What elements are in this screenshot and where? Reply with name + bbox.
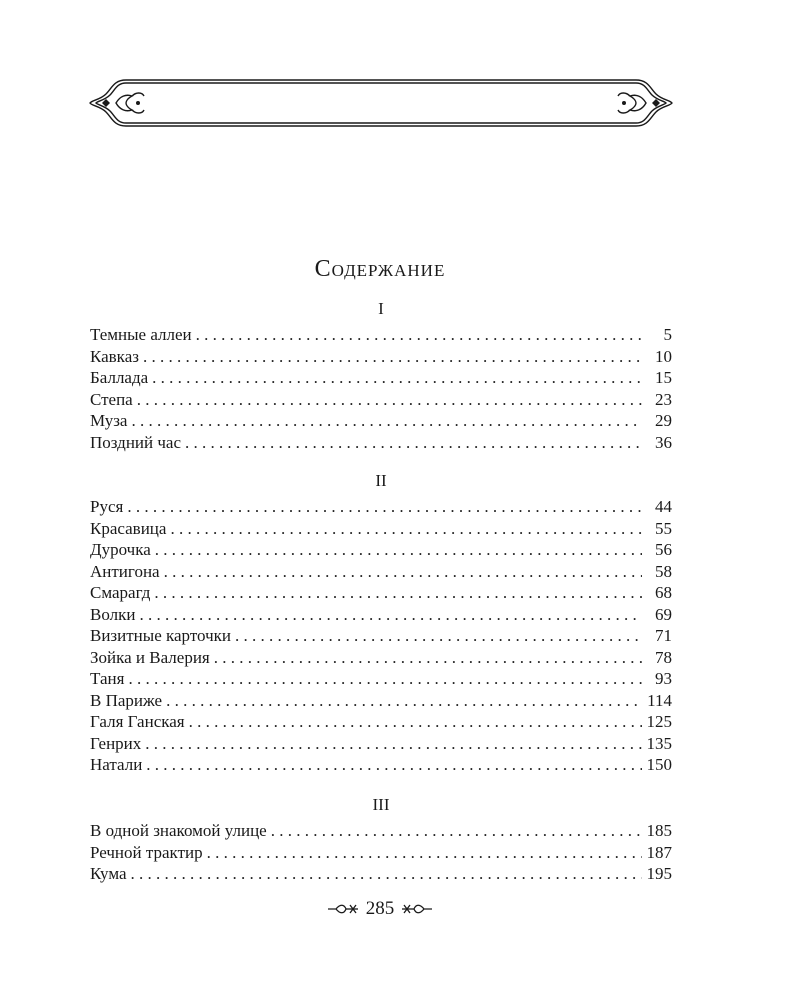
- dot-leader: [143, 346, 642, 368]
- toc-entry-page: 71: [655, 626, 672, 645]
- toc-entry[interactable]: [90, 625, 672, 647]
- dot-leader: [164, 561, 642, 583]
- toc-entry-title: Визитные карточки: [90, 626, 231, 645]
- toc-entry-page: 93: [655, 669, 672, 688]
- toc-entry-page: 150: [646, 755, 672, 774]
- toc-entry-title: Волки: [90, 604, 136, 624]
- toc-entry[interactable]: [90, 346, 672, 368]
- dot-leader: [146, 754, 642, 776]
- toc-entry-title: Антигона: [90, 561, 160, 581]
- toc-entry[interactable]: [90, 842, 672, 864]
- toc-entry[interactable]: [90, 324, 672, 346]
- toc-entry-page: 125: [646, 712, 672, 731]
- dot-leader: [214, 647, 642, 669]
- toc-entry-page: 55: [655, 518, 672, 538]
- toc-entry-title: Степа: [90, 389, 133, 409]
- toc-entry-title: Баллада: [90, 368, 149, 387]
- toc-entry-title: Галя Ганская: [90, 712, 185, 731]
- dot-leader: [207, 842, 642, 864]
- toc-entry-title: Муза: [90, 411, 128, 430]
- toc-entry-page: 15: [655, 368, 672, 387]
- dot-leader: [131, 863, 642, 885]
- dot-leader: [128, 668, 642, 690]
- dot-leader: [154, 582, 642, 604]
- toc-entry-page: 114: [647, 690, 672, 710]
- contents-title: Содержание: [314, 256, 446, 282]
- dot-leader: [127, 496, 642, 518]
- toc-entry-page: 5: [663, 325, 672, 344]
- dot-leader: [196, 324, 642, 346]
- toc-entry[interactable]: [90, 561, 672, 583]
- dot-leader: [170, 518, 642, 540]
- toc-entry-page: 23: [655, 389, 672, 409]
- toc-section-1: [90, 298, 672, 453]
- toc-entry[interactable]: [90, 496, 672, 518]
- toc-entry-page: 10: [655, 346, 672, 366]
- dot-leader: [166, 690, 642, 712]
- toc-entry-page: 135: [646, 733, 672, 753]
- page-number: 285: [365, 898, 395, 919]
- toc-entry-title: В одной знакомой улице: [90, 821, 267, 840]
- toc-entry-page: 185: [646, 821, 672, 840]
- toc-entry-page: 58: [655, 561, 672, 581]
- toc-entry[interactable]: [90, 690, 672, 712]
- toc-entry[interactable]: [90, 432, 672, 454]
- toc-entry-page: 44: [655, 497, 672, 516]
- dot-leader: [145, 733, 642, 755]
- toc-entry[interactable]: [90, 668, 672, 690]
- dot-leader: [189, 711, 642, 733]
- toc-entry[interactable]: [90, 604, 672, 626]
- section-numeral: III: [372, 795, 390, 814]
- toc-entry-title: Смарагд: [90, 583, 151, 602]
- ornamental-header-frame: [86, 74, 676, 132]
- toc-entry-title: Генрих: [90, 733, 142, 753]
- toc-entry-page: 36: [655, 432, 672, 452]
- toc-entry[interactable]: [90, 647, 672, 669]
- toc-entry[interactable]: [90, 711, 672, 733]
- dot-leader: [235, 625, 642, 647]
- dot-leader: [185, 432, 642, 454]
- toc-entry-title: Кавказ: [90, 346, 139, 366]
- toc-entry[interactable]: [90, 410, 672, 432]
- toc-entry-title: Зойка и Валерия: [90, 647, 210, 667]
- toc-entry[interactable]: [90, 518, 672, 540]
- toc-entry[interactable]: [90, 733, 672, 755]
- toc-entry[interactable]: [90, 754, 672, 776]
- toc-section-2: [90, 470, 672, 776]
- dot-leader: [155, 539, 642, 561]
- toc-entry-title: В Париже: [90, 690, 163, 710]
- floral-ornament-icon: [400, 902, 434, 916]
- toc-entry-title: Кума: [90, 864, 127, 883]
- toc-entry[interactable]: [90, 863, 672, 885]
- dot-leader: [137, 389, 642, 411]
- toc-entry[interactable]: [90, 389, 672, 411]
- dot-leader: [271, 820, 642, 842]
- toc-entry[interactable]: [90, 582, 672, 604]
- floral-ornament-icon: [326, 902, 360, 916]
- toc-entry[interactable]: [90, 367, 672, 389]
- toc-entry-page: 68: [655, 583, 672, 602]
- toc-entry-page: 78: [655, 647, 672, 667]
- toc-section-3: [90, 794, 672, 885]
- toc-entry-page: 69: [655, 604, 672, 624]
- dot-leader: [139, 604, 642, 626]
- toc-entry-page: 195: [646, 864, 672, 883]
- toc-entry-title: Дурочка: [90, 540, 151, 559]
- toc-entry-title: Руся: [90, 497, 124, 516]
- toc-entry-title: Поздний час: [90, 432, 182, 452]
- section-numeral: II: [375, 471, 387, 490]
- section-numeral: I: [378, 299, 384, 318]
- toc-entry-page: 56: [655, 540, 672, 559]
- toc-entry-page: 29: [655, 411, 672, 430]
- toc-entry-title: Таня: [90, 669, 125, 688]
- page-number-footer: [0, 898, 760, 920]
- toc-entry-title: Натали: [90, 755, 143, 774]
- dot-leader: [152, 367, 642, 389]
- toc-entry-page: 187: [646, 842, 672, 862]
- toc-entry[interactable]: [90, 539, 672, 561]
- toc-entry[interactable]: [90, 820, 672, 842]
- toc-entry-title: Красавица: [90, 518, 167, 538]
- toc-entry-title: Речной трактир: [90, 842, 203, 862]
- toc-entry-title: Темные аллеи: [90, 325, 192, 344]
- dot-leader: [131, 410, 642, 432]
